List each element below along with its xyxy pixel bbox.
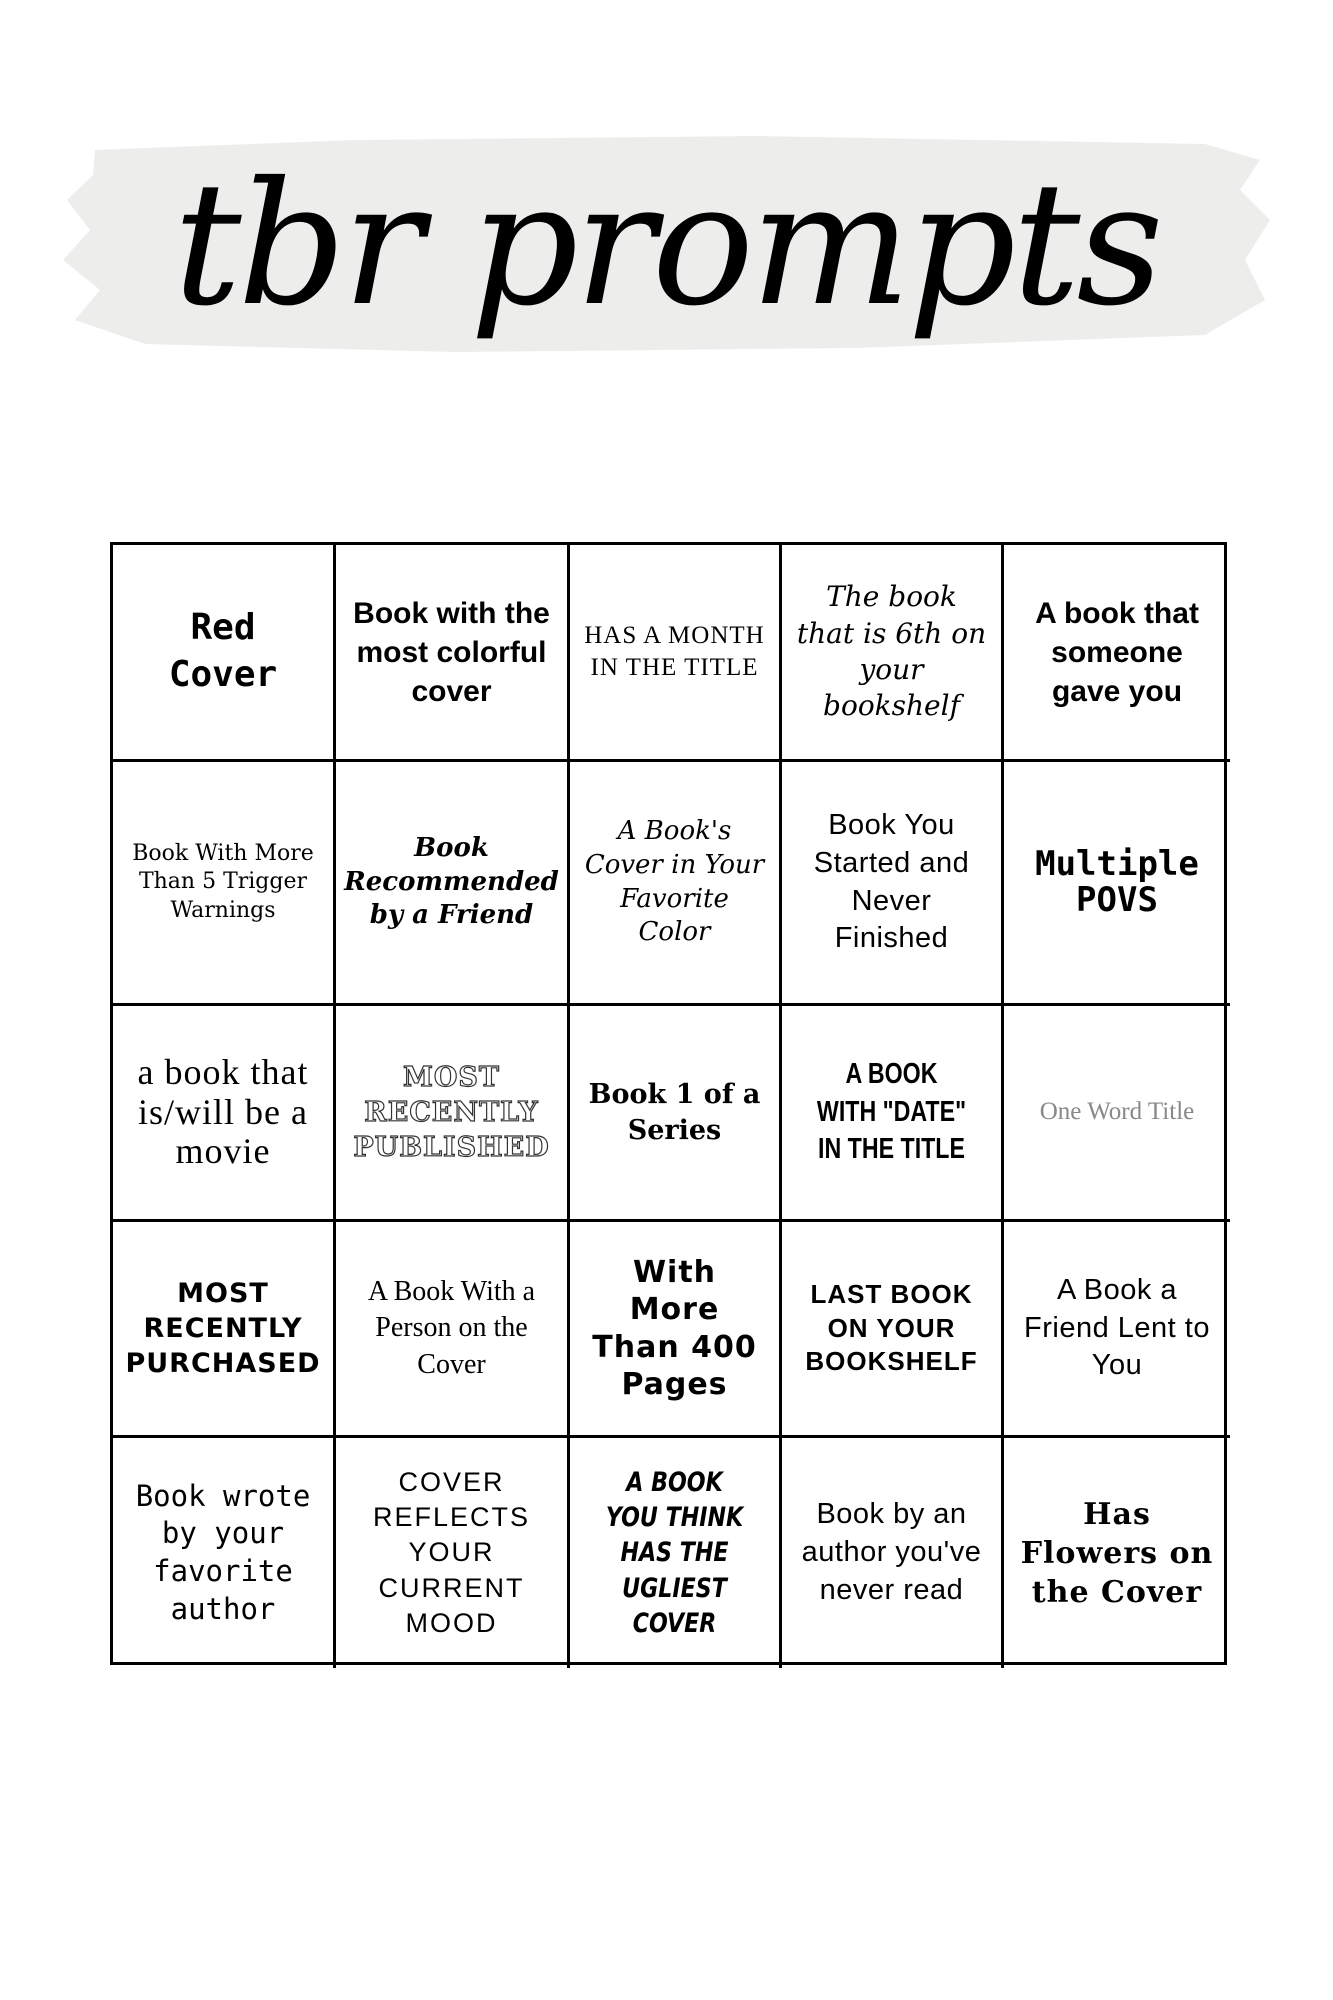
prompt-text: Book wrote by your favorite author [135, 1478, 311, 1626]
prompt-text: A Book a Friend Lent to You [1024, 1273, 1210, 1382]
bingo-cell [336, 545, 570, 762]
bingo-cell [336, 1222, 570, 1438]
prompt-text: A BOOK YOU THINK HAS THE UGLIEST COVER [605, 1467, 744, 1639]
bingo-cell [782, 762, 1004, 1006]
bingo-cell [570, 1006, 782, 1222]
prompt-text: With More Than 400 Pages [592, 1254, 757, 1402]
prompt-text: Has Flowers on the Cover [1020, 1496, 1214, 1610]
prompt-text: a book that is/will be a movie [137, 1052, 309, 1172]
bingo-cell [782, 1006, 1004, 1222]
bingo-cell [1004, 1006, 1230, 1222]
bingo-cell [1004, 1222, 1230, 1438]
prompt-text: MOST RECENTLY PUBLISHED [353, 1061, 550, 1164]
bingo-cell [113, 1438, 336, 1668]
prompt-text: Book Recommended by a Friend [344, 832, 559, 931]
prompt-text: Book You Started and Never Finished [813, 809, 970, 955]
prompt-text: Book with the most colorful cover [353, 596, 550, 708]
bingo-cell [782, 545, 1004, 762]
bingo-cell [1004, 1438, 1230, 1668]
bingo-cell [1004, 762, 1230, 1006]
prompt-text: The book that is 6th on your bookshelf [796, 580, 987, 723]
prompt-text: A Book's Cover in Your Favorite Color [584, 815, 765, 948]
bingo-cell [570, 762, 782, 1006]
bingo-cell [570, 1438, 782, 1668]
prompt-text: Book by an author you've never read [801, 1498, 982, 1606]
prompt-text: Red Cover [168, 607, 278, 695]
bingo-cell [1004, 545, 1230, 762]
prompt-text: MOST RECENTLY PURCHASED [125, 1277, 321, 1380]
prompt-text: Book With More Than 5 Trigger Warnings [132, 840, 314, 923]
bingo-cell [570, 545, 782, 762]
bingo-grid [110, 542, 1227, 1665]
prompt-text: Book 1 of a Series [588, 1079, 761, 1146]
prompt-text: A book that someone gave you [1035, 596, 1199, 708]
prompt-text: COVER REFLECTS YOUR CURRENT MOOD [372, 1467, 531, 1638]
prompt-text: HAS A MONTH IN THE TITLE [584, 621, 765, 681]
prompt-text: A BOOK WITH "DATE" IN THE TITLE [816, 1057, 967, 1166]
bingo-cell [782, 1222, 1004, 1438]
bingo-cell [113, 545, 336, 762]
bingo-cell [113, 1222, 336, 1438]
bingo-cell [336, 762, 570, 1006]
bingo-cell [782, 1438, 1004, 1668]
prompt-text: A Book With a Person on the Cover [367, 1275, 536, 1380]
bingo-cell [336, 1438, 570, 1668]
prompt-text: One Word Title [1039, 1098, 1195, 1126]
bingo-cell [570, 1222, 782, 1438]
page-title: tbr prompts [173, 146, 1160, 344]
bingo-cell [113, 1006, 336, 1222]
prompt-text: Multiple POVS [1035, 843, 1199, 920]
bingo-cell [113, 762, 336, 1006]
prompt-text: LAST BOOK ON YOUR BOOKSHELF [805, 1278, 978, 1377]
bingo-cell [336, 1006, 570, 1222]
